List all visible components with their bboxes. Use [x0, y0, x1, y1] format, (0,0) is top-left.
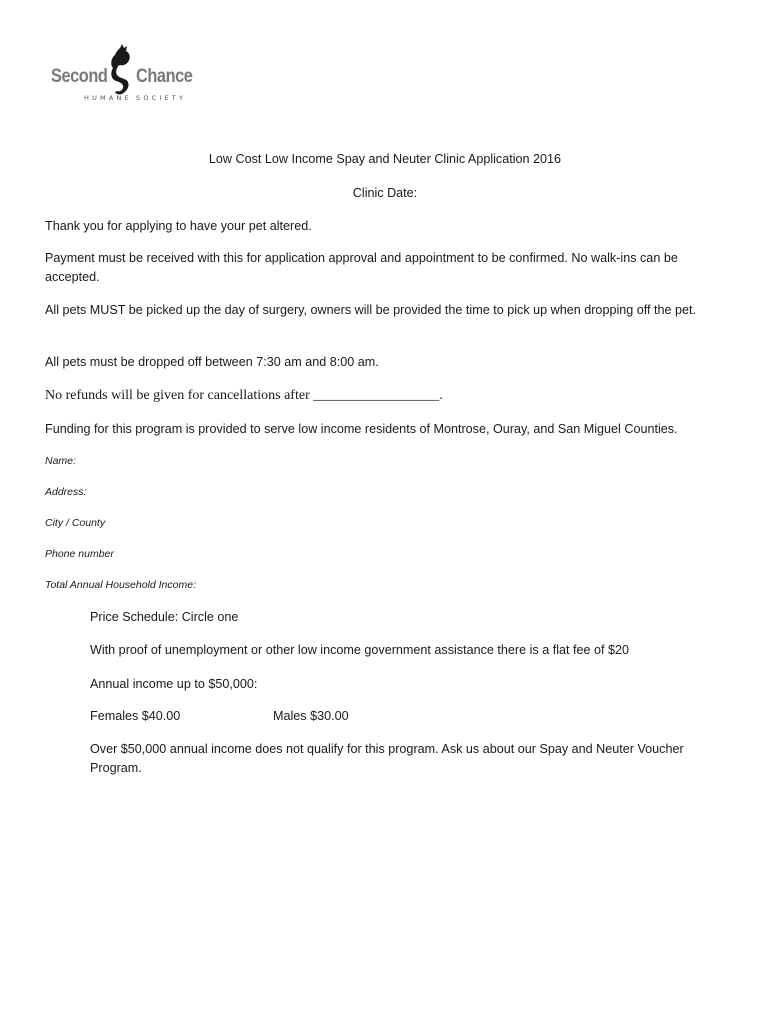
- dog-cat-silhouette-icon: [50, 44, 195, 114]
- pickup-paragraph: All pets MUST be picked up the day of surgery, owners will be provided the time to pick up when dropping off the pet.: [45, 303, 697, 317]
- logo-sub-right: SOCIETY: [136, 94, 187, 102]
- address-field-label: Address:: [45, 486, 87, 498]
- dropoff-paragraph: All pets must be dropped off between 7:30 am and 8:00 am.: [45, 355, 379, 369]
- income-limit-paragraph: Over $50,000 annual income does not qualify for this program. Ask us about our Spay and Neuter Voucher Program.: [90, 742, 684, 775]
- sex-price-row: [90, 707, 730, 726]
- payment-paragraph: Payment must be received with this for application approval and appointment to be confirmed. No walk-ins can be accepted.: [45, 251, 678, 284]
- second-chance-logo: [50, 44, 195, 114]
- city-county-field-label: City / County: [45, 517, 106, 529]
- refund-policy-paragraph: No refunds will be given for cancellations after __________________.: [45, 388, 443, 403]
- clinic-date-label: Clinic Date:: [352, 186, 418, 200]
- logo-sub-left: HUMANE: [84, 94, 132, 102]
- funding-paragraph: Funding for this program is provided to serve low income residents of Montrose, Ouray, and San Miguel Counties.: [45, 422, 678, 436]
- logo-word-right: Chance: [136, 66, 193, 87]
- thank-you-paragraph: Thank you for applying to have your pet altered.: [45, 219, 312, 233]
- price-schedule-heading: Price Schedule: Circle one: [90, 610, 239, 624]
- logo-word-left: Second: [51, 66, 108, 87]
- document-title: Low Cost Low Income Spay and Neuter Clinic Application 2016: [208, 152, 562, 166]
- unemployment-fee-option: With proof of unemployment or other low income government assistance there is a flat fee of $20: [90, 643, 630, 657]
- income-field-label: Total Annual Household Income:: [45, 579, 196, 591]
- annual-income-option: Annual income up to $50,000:: [90, 677, 258, 691]
- females-price: Females $40.00: [90, 709, 181, 723]
- name-field-label: Name:: [45, 455, 76, 467]
- phone-field-label: Phone number: [45, 548, 114, 560]
- males-price: Males $30.00: [273, 709, 349, 723]
